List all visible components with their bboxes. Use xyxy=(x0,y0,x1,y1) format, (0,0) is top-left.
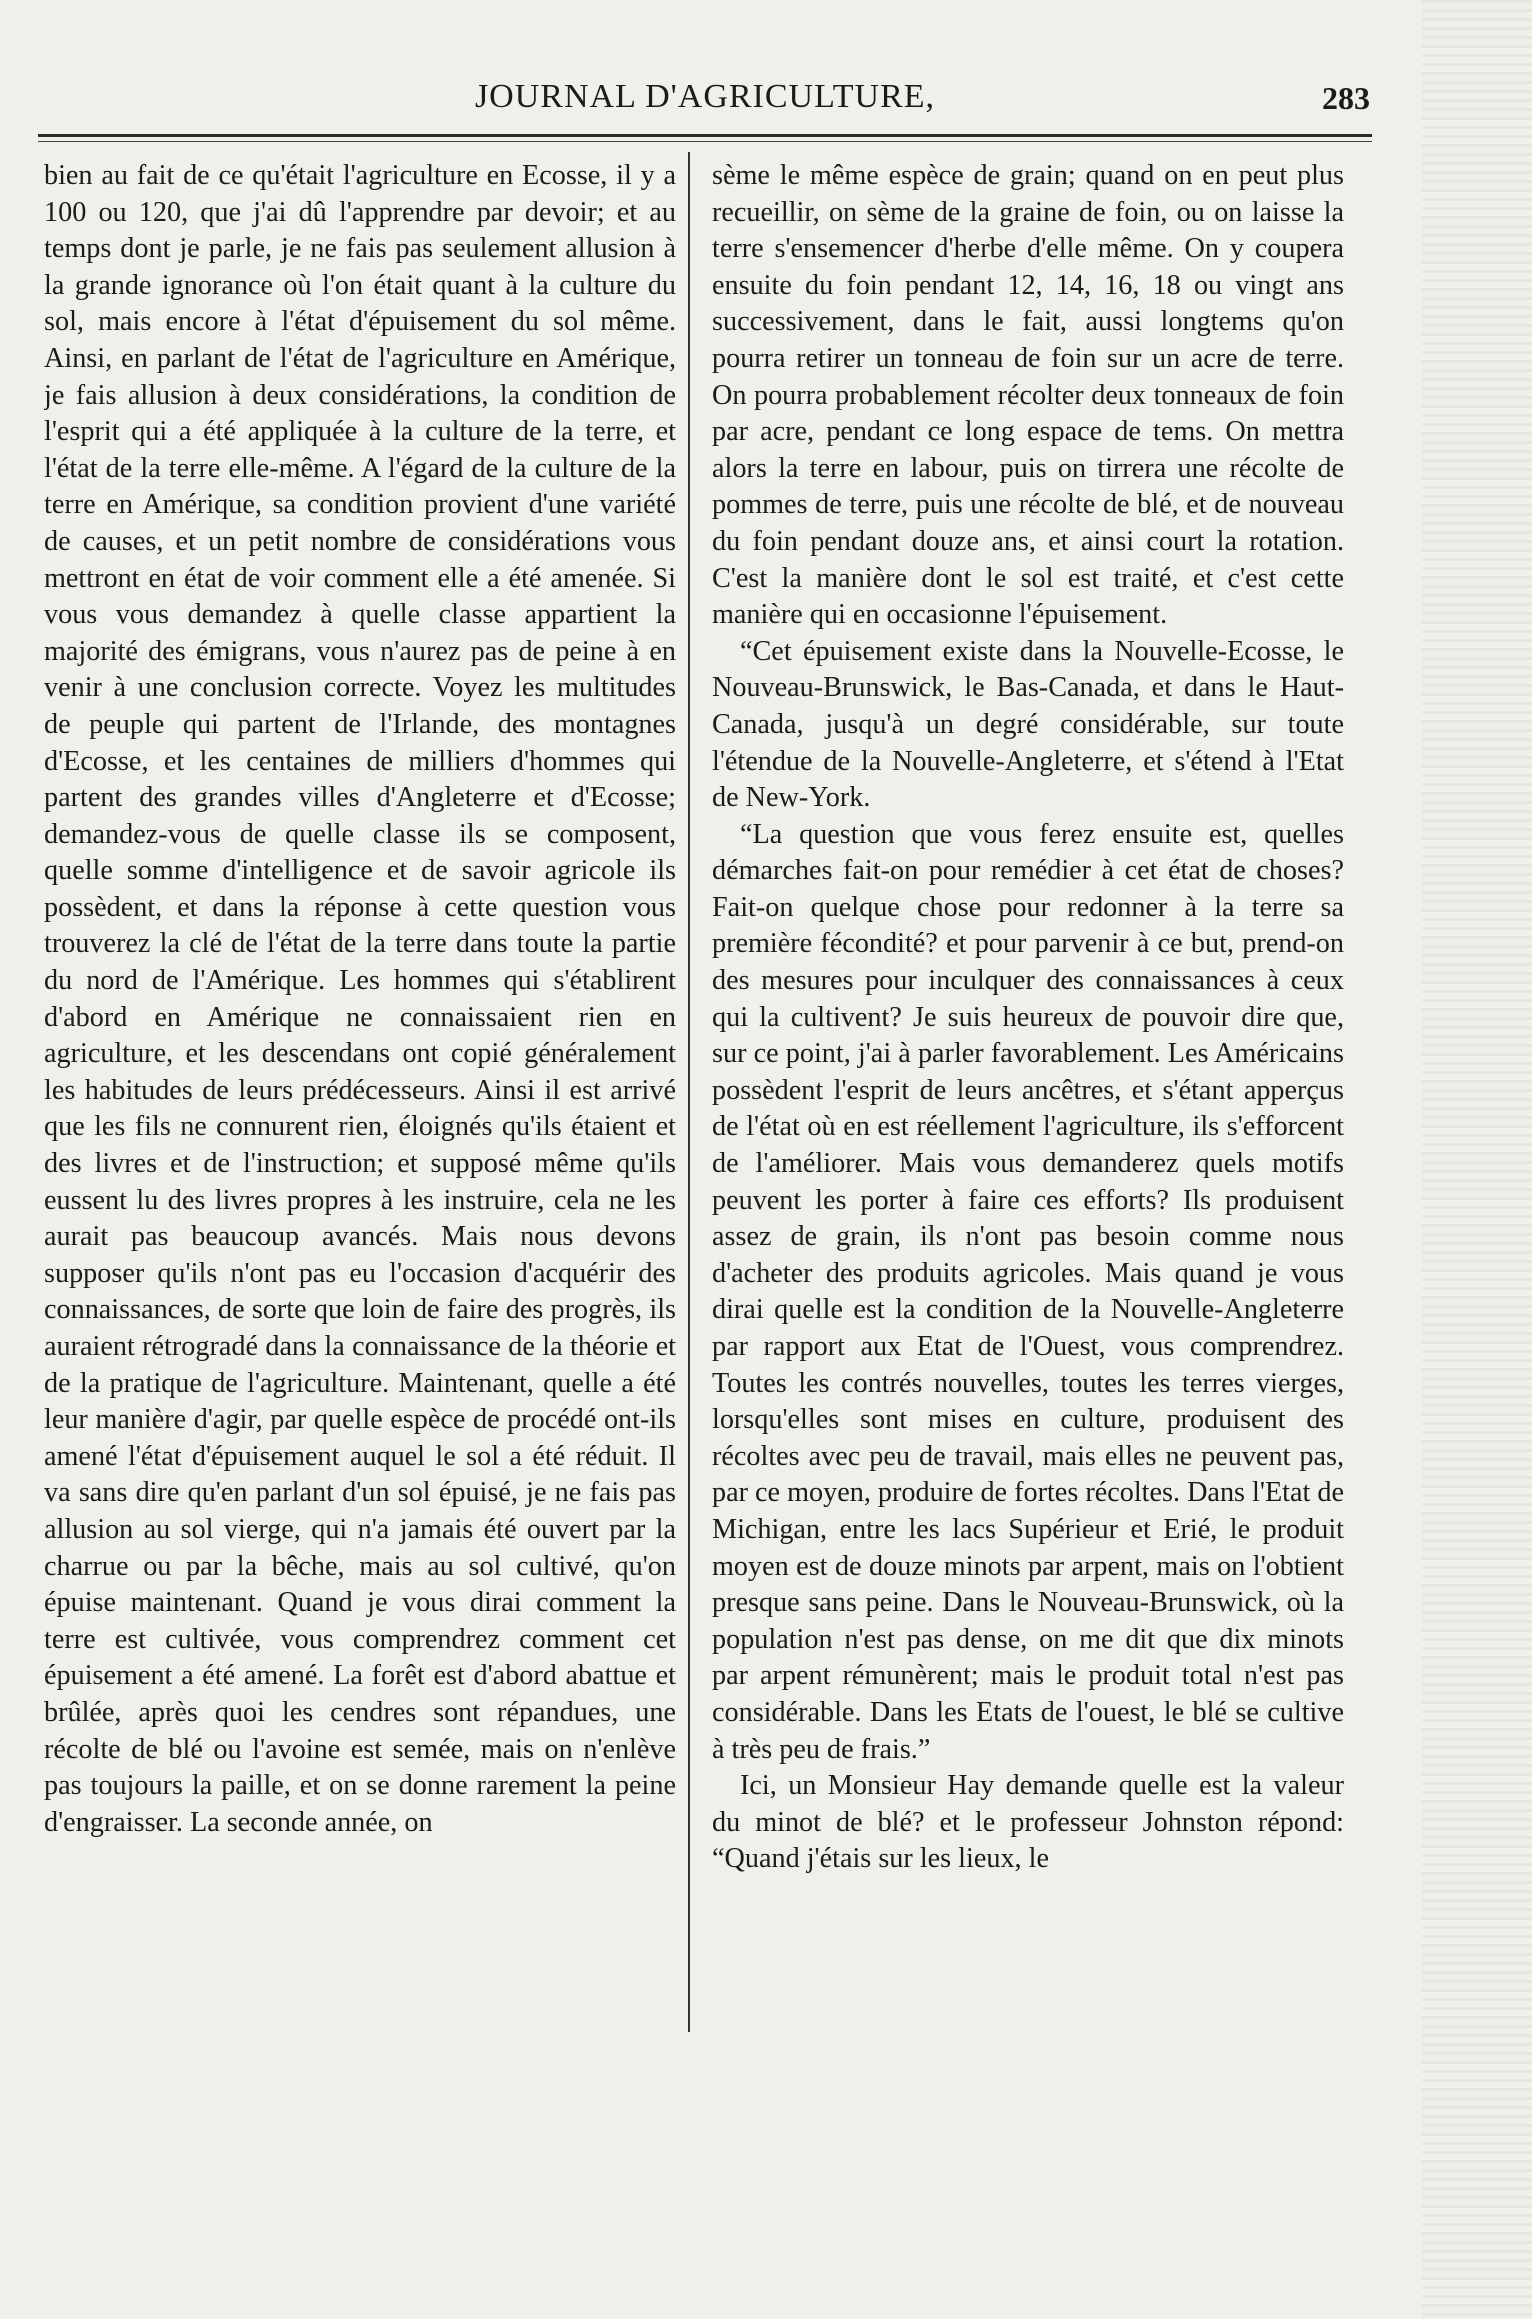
header-rule xyxy=(38,134,1372,137)
header-rule-thin xyxy=(38,141,1372,142)
right-column xyxy=(712,158,1344,2238)
page-number: 283 xyxy=(1322,80,1370,116)
paragraph: “La question que vous ferez ensuite est, quelles démarches fait-on pour remédier à cet état de choses? Fait-on quelque chose pour redonner à la terre sa première fécondité? et pour parvenir à ce but, prend-on des mesures pour inculquer des connaissances à ceux qui la cultivent? Je suis heureux de pouvoir dire que, sur ce point, j'ai à parler favorablement. Les Américains possèdent l'esprit de leurs ancêtres, et s'étant apperçus de l'état où en est réellement l'agriculture, ils s'efforcent de l'améliorer. Mais vous demanderez quels motifs peuvent les porter à faire ces efforts? Ils produisent assez de grain, ils n'ont pas besoin comme nous d'acheter des produits agricoles. Mais quand je vous dirai quelle est la condition de la Nouvelle-Angleterre par rapport aux Etat de l'Ouest, vous comprendrez. Toutes les contrés nouvelles, toutes les terres vierges, lorsqu'elles sont mises en culture, produisent des récoltes avec peu de travail, mais elles ne peuvent pas, par ce moyen, produire de fortes récoltes. Dans l'Etat de Michigan, entre les lacs Supérieur et Erié, le produit moyen est de douze minots par arpent, mais on l'obtient presque sans peine. Dans le Nouveau-Brunswick, où la population n'est pas dense, on me dit que dix minots par arpent rémunèrent; mais le produit total n'est pas considérable. Dans les Etats de l'ouest, le blé se cultive à très peu de frais.” xyxy=(712,818,1344,1765)
journal-title: JOURNAL D'AGRICULTURE, xyxy=(474,78,936,115)
left-column xyxy=(44,158,676,2238)
paragraph: bien au fait de ce qu'était l'agriculture en Ecosse, il y a 100 ou 120, que j'ai dû l'apprendre par devoir; et au temps dont je parle, je ne fais pas seulement allusion à la grande ignorance où l'on était quant à la culture du sol, mais encore à l'état d'épuisement du sol même. Ainsi, en parlant de l'état de l'agriculture en Amérique, je fais allusion à deux considérations, la condition de l'esprit qui a été appliquée à la culture de la terre, et l'état de la terre elle-même. A l'égard de la culture de la terre en Amérique, sa condition provient d'une variété de causes, et un petit nombre de considérations vous mettront en état de voir comment elle a été amenée. Si vous vous demandez à quelle classe appartient la majorité des émigrans, vous n'aurez pas de peine à en venir à une conclusion correcte. Voyez les multitudes de peuple qui partent de l'Irlande, des montagnes d'Ecosse, et les centaines de milliers d'hommes qui partent des grandes villes d'Angleterre et d'Ecosse; demandez-vous de quelle classe ils se composent, quelle somme d'intelligence et de savoir agricole ils possèdent, et dans la réponse à cette question vous trouverez la clé de l'état de la terre dans toute la partie du nord de l'Amérique. Les hommes qui s'établirent d'abord en Amérique ne connaissaient rien en agriculture, et les descendans ont copié généralement les habitudes de leurs prédécesseurs. Ainsi il est arrivé que les fils ne connurent rien, éloignés qu'ils étaient et des livres et de l'instruction; et supposé même qu'ils eussent lu des livres propres à les instruire, cela ne les aurait pas beaucoup avancés. Mais nous devons supposer qu'ils n'ont pas eu l'occasion d'acquérir des connaissances, de sorte que loin de faire des progrès, ils auraient rétrogradé dans la connaissance de la théorie et de la pratique de l'agriculture. Maintenant, quelle a été leur manière d'agir, par quelle espèce de procédé ont-ils amené l'état d'épuisement auquel le sol a été réduit. Il va sans dire qu'en parlant d'un sol épuisé, je ne fais pas allusion au sol vierge, qui n'a jamais été ouvert par la charrue ou par la bêche, mais au sol cultivé, qu'on épuise maintenant. Quand je vous dirai comment la terre est cultivée, vous comprendrez comment cet épuisement a été amené. La forêt est d'abord abattue et brûlée, après quoi les cendres sont répandues, une récolte de blé ou l'avoine est semée, mais on n'enlève pas toujours la paille, et on se donne rarement la peine d'engraisser. La seconde année, on xyxy=(44,160,676,1838)
paragraph: sème le même espèce de grain; quand on en peut plus recueillir, on sème de la graine de foin, ou on laisse la terre s'ensemencer d'herbe d'elle même. On y coupera ensuite du foin pendant 12, 14, 16, 18 ou vingt ans successivement, dans le fait, aussi longtems qu'on pourra retirer un tonneau de foin sur un acre de terre. On pourra probablement récolter deux tonneaux de foin par acre, pendant ce long espace de tems. On mettra alors la terre en labour, puis on tirrera une récolte de pommes de terre, puis une récolte de blé, et de nouveau du foin pendant douze ans, et ainsi court la rotation. C'est la manière dont le sol est traité, et c'est cette manière qui en occasionne l'épuisement. xyxy=(712,160,1344,631)
scan-margin xyxy=(1422,0,1532,2319)
paragraph: Ici, un Monsieur Hay demande quelle est la valeur du minot de blé? et le professeur Johnston répond: “Quand j'étais sur les lieux, le xyxy=(712,1770,1344,1875)
column-divider xyxy=(688,152,690,2032)
paragraph: “Cet épuisement existe dans la Nouvelle-Ecosse, le Nouveau-Brunswick, le Bas-Canada, et dans le Haut-Canada, jusqu'à un degré considérable, sur toute l'étendue de la Nouvelle-Angleterre, et s'étend à l'Etat de New-York. xyxy=(712,635,1344,814)
page-header xyxy=(40,78,1370,138)
